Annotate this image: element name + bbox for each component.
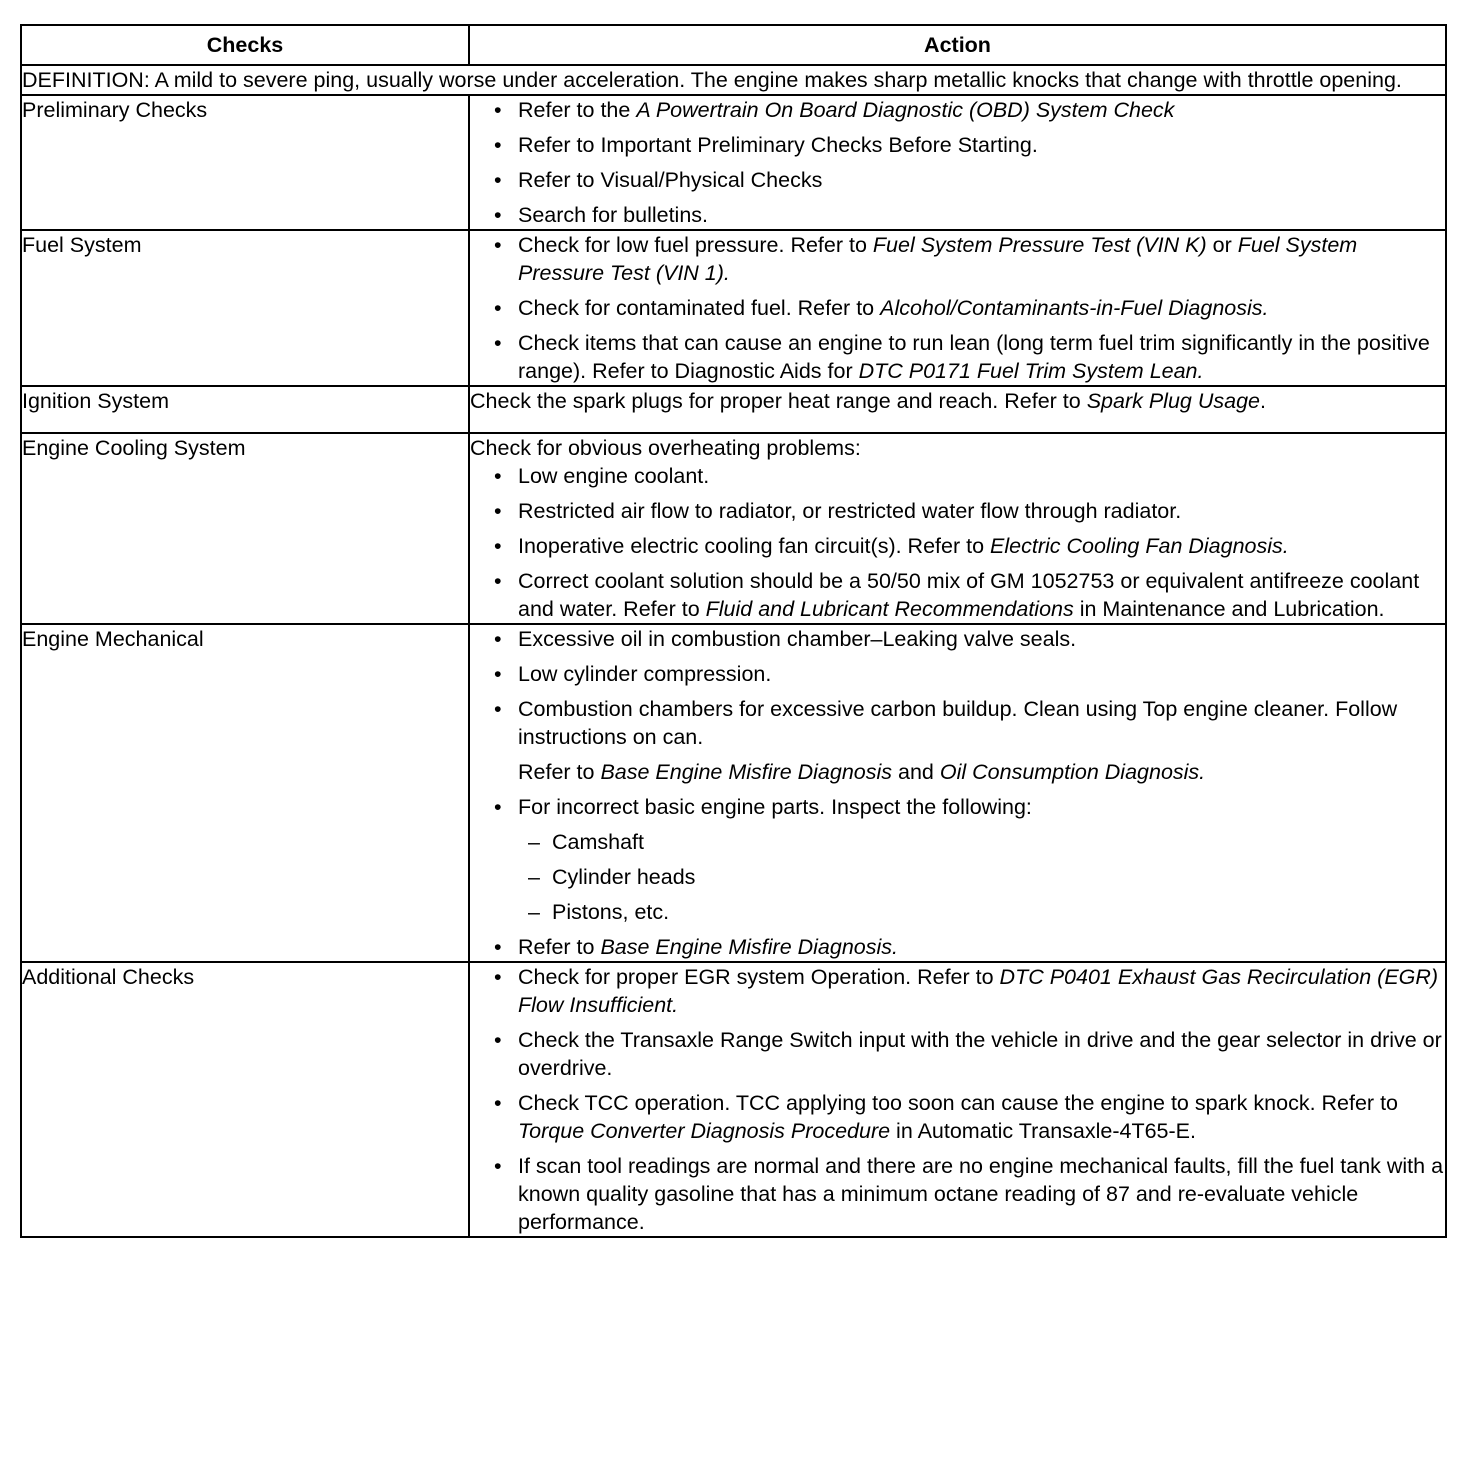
reference-link: DTC P0171 Fuel Trim System Lean. bbox=[858, 359, 1204, 383]
list-item: • Check TCC operation. TCC applying too soon can cause the engine to spark knock. Refer to Torque Converter Diagnosis Procedure in Automatic Transaxle-4T65-E. bbox=[470, 1089, 1445, 1145]
action-intro: Check for obvious overheating problems: bbox=[470, 436, 861, 460]
list-item: • If scan tool readings are normal and there are no engine mechanical faults, fill the fuel tank with a known quality gasoline that has a minimum octane reading of 87 and re-evaluate vehicle performance. bbox=[470, 1152, 1445, 1236]
action-cell: Check the spark plugs for proper heat range and reach. Refer to Spark Plug Usage. bbox=[469, 386, 1446, 433]
list-item: • Check for proper EGR system Operation. Refer to DTC P0401 Exhaust Gas Recirculation (EGR) Flow Insufficient. bbox=[470, 963, 1445, 1019]
list-item: • Excessive oil in combustion chamber–Leaking valve seals. bbox=[470, 625, 1445, 653]
list-item: • Low cylinder compression. bbox=[470, 660, 1445, 688]
list-item: • For incorrect basic engine parts. Inspect the following: – Camshaft – Cylinder heads – Pistons, etc. bbox=[470, 793, 1445, 926]
row-engine-cooling-system bbox=[21, 433, 1446, 624]
list-item: • Refer to the A Powertrain On Board Diagnostic (OBD) System Check bbox=[470, 96, 1445, 124]
header-checks: Checks bbox=[21, 25, 469, 65]
row-ignition-system bbox=[21, 386, 1446, 433]
sub-list-item: – Cylinder heads bbox=[518, 863, 1445, 891]
list-item: • Refer to Base Engine Misfire Diagnosis. bbox=[470, 933, 1445, 961]
sub-list-item: – Pistons, etc. bbox=[518, 898, 1445, 926]
list-item: • Refer to Visual/Physical Checks bbox=[470, 166, 1445, 194]
header-action: Action bbox=[469, 25, 1446, 65]
sub-list-item: – Camshaft bbox=[518, 828, 1445, 856]
reference-link: Base Engine Misfire Diagnosis. bbox=[600, 935, 899, 959]
reference-link: Spark Plug Usage bbox=[1086, 389, 1260, 413]
reference-link: Electric Cooling Fan Diagnosis. bbox=[990, 534, 1289, 558]
header-row bbox=[21, 25, 1446, 65]
check-label: Engine Mechanical bbox=[21, 624, 469, 962]
list-note: Refer to Base Engine Misfire Diagnosis and Oil Consumption Diagnosis. bbox=[518, 760, 1206, 784]
action-list bbox=[470, 231, 1445, 385]
check-label: Preliminary Checks bbox=[21, 95, 469, 230]
action-cell bbox=[469, 95, 1446, 230]
row-fuel-system bbox=[21, 230, 1446, 386]
reference-link: Alcohol/Contaminants-in-Fuel Diagnosis. bbox=[880, 296, 1269, 320]
row-preliminary-checks bbox=[21, 95, 1446, 230]
sub-list bbox=[518, 828, 1445, 926]
action-cell bbox=[469, 962, 1446, 1237]
check-label: Fuel System bbox=[21, 230, 469, 386]
check-label: Engine Cooling System bbox=[21, 433, 469, 624]
reference-link: A Powertrain On Board Diagnostic (OBD) System Check bbox=[636, 98, 1175, 122]
list-item: • Refer to Important Preliminary Checks Before Starting. bbox=[470, 131, 1445, 159]
list-item: • Check the Transaxle Range Switch input with the vehicle in drive and the gear selector in drive or overdrive. bbox=[470, 1026, 1445, 1082]
list-item: • Inoperative electric cooling fan circuit(s). Refer to Electric Cooling Fan Diagnosis. bbox=[470, 532, 1445, 560]
action-list bbox=[470, 96, 1445, 229]
diagnostic-table bbox=[20, 24, 1447, 1238]
definition-row bbox=[21, 65, 1446, 95]
definition-text: DEFINITION: A mild to severe ping, usually worse under acceleration. The engine makes sharp metallic knocks that change with throttle opening. bbox=[21, 65, 1446, 95]
list-item: • Check items that can cause an engine to run lean (long term fuel trim significantly in the positive range). Refer to Diagnostic Aids for DTC P0171 Fuel Trim System Lean. bbox=[470, 329, 1445, 385]
reference-link: Oil Consumption Diagnosis. bbox=[939, 760, 1206, 784]
action-list bbox=[470, 625, 1445, 961]
action-list bbox=[470, 462, 1445, 623]
list-item: • Correct coolant solution should be a 50/50 mix of GM 1052753 or equivalent antifreeze coolant and water. Refer to Fluid and Lubricant Recommendations in Maintenance and Lubrication. bbox=[470, 567, 1445, 623]
action-cell bbox=[469, 433, 1446, 624]
check-label: Ignition System bbox=[21, 386, 469, 433]
list-item: • Restricted air flow to radiator, or restricted water flow through radiator. bbox=[470, 497, 1445, 525]
row-engine-mechanical bbox=[21, 624, 1446, 962]
list-item: • Low engine coolant. bbox=[470, 462, 1445, 490]
check-label: Additional Checks bbox=[21, 962, 469, 1237]
reference-link: Fuel System Pressure Test (VIN 1). bbox=[518, 233, 1358, 285]
action-cell bbox=[469, 624, 1446, 962]
list-item: • Check for contaminated fuel. Refer to Alcohol/Contaminants-in-Fuel Diagnosis. bbox=[470, 294, 1445, 322]
list-item: • Search for bulletins. bbox=[470, 201, 1445, 229]
reference-link: Torque Converter Diagnosis Procedure bbox=[518, 1119, 891, 1143]
action-cell bbox=[469, 230, 1446, 386]
list-item: • Check for low fuel pressure. Refer to Fuel System Pressure Test (VIN K) or Fuel System Pressure Test (VIN 1). bbox=[470, 231, 1445, 287]
reference-link: Fuel System Pressure Test (VIN K) bbox=[872, 233, 1207, 257]
action-list bbox=[470, 963, 1445, 1236]
reference-link: DTC P0401 Exhaust Gas Recirculation (EGR) Flow Insufficient. bbox=[518, 965, 1439, 1017]
reference-link: Fluid and Lubricant Recommendations bbox=[705, 597, 1074, 621]
row-additional-checks bbox=[21, 962, 1446, 1237]
list-item: • Combustion chambers for excessive carbon buildup. Clean using Top engine cleaner. Follow instructions on can. bbox=[470, 695, 1445, 751]
reference-link: Base Engine Misfire Diagnosis bbox=[600, 760, 893, 784]
